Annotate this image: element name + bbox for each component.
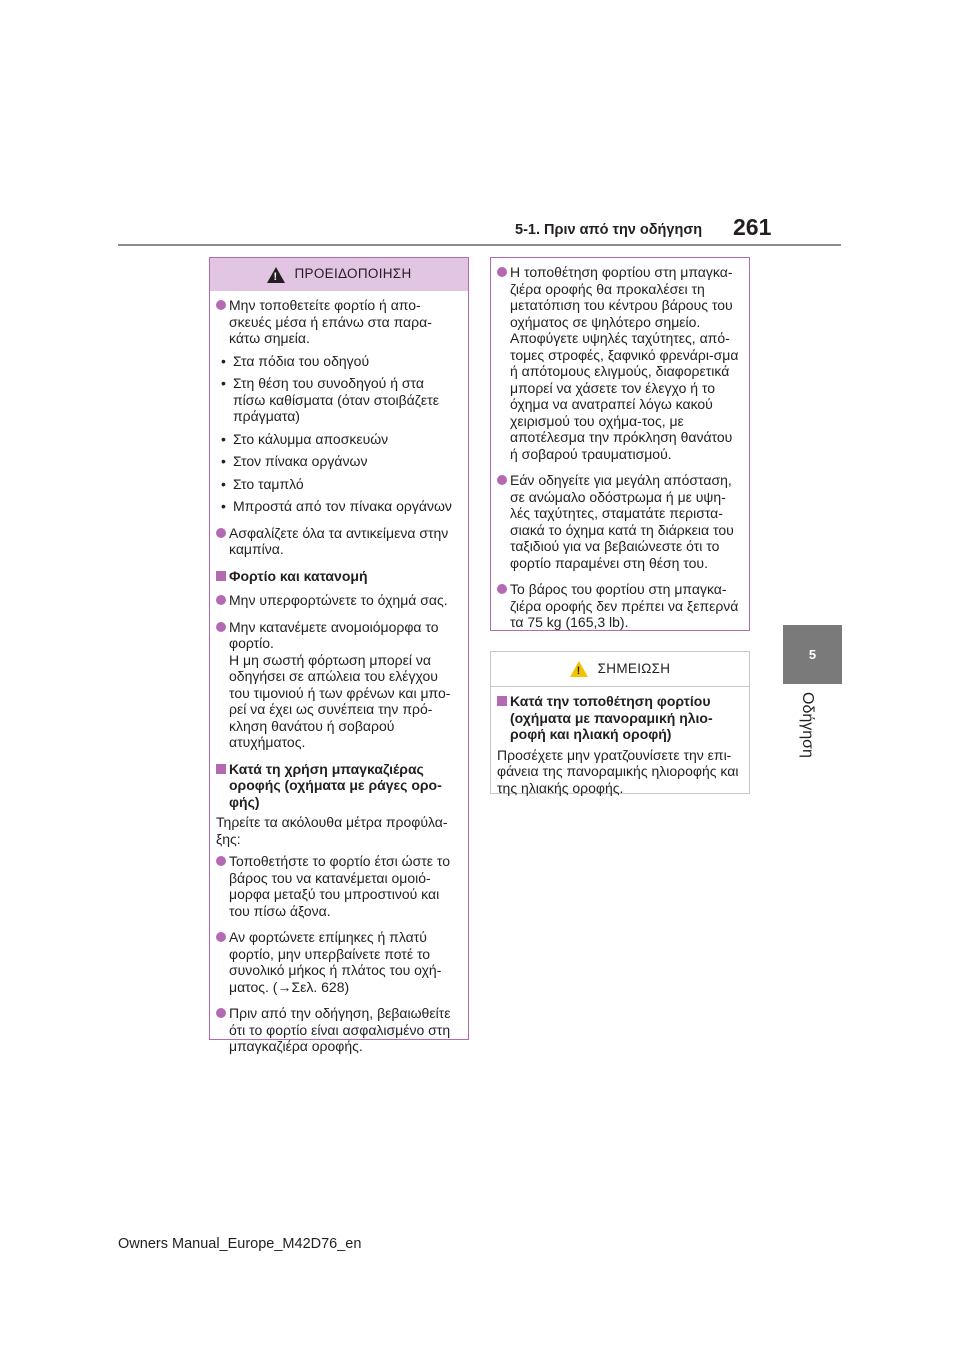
chapter-label: Οδήγηση [799, 692, 816, 758]
bullet-dot-icon [216, 622, 226, 632]
warning-triangle-icon [267, 267, 285, 283]
square-marker-icon [497, 696, 507, 706]
subheading: Κατά τη χρήση μπαγκαζιέρας οροφής (οχήματα με ράγες ορο-φής) [216, 761, 460, 811]
warning-box-left [209, 257, 469, 1054]
bullet-item: Το βάρος του φορτίου στη μπαγκα-ζιέρα οροφής δεν πρέπει να ξεπερνά τα 75 kg (165,3 lb). [497, 581, 741, 631]
square-marker-icon [216, 764, 226, 774]
bullet-item: Αν φορτώνετε επίμηκες ή πλατύ φορτίο, μην υπερβαίνετε ποτέ το συνολικό μήκος ή πλάτος του οχή-ματος. (→Σελ. 628) [216, 929, 460, 995]
bullet-dot-icon [216, 932, 226, 942]
note-text: Προσέχετε μην γρατζουνίσετε την επι-φάνεια της πανοραμικής ηλιοροφής και της ηλιακής οροφής. [497, 746, 739, 796]
sub-item: • Στον πίνακα οργάνων [221, 453, 368, 469]
warning-header [210, 258, 468, 291]
chapter-tab [783, 625, 842, 684]
paragraph: Τηρείτε τα ακόλουθα μέτρα προφύλα-ξης: [216, 814, 448, 847]
bullet-item: Τοποθετήστε το φορτίο έτσι ώστε το βάρος του να κατανέμεται ομοιό-μορφα μεταξύ του μπροστινού και του πίσω άξονα. [216, 853, 460, 919]
section-title: 5-1. Πριν από την οδήγηση [515, 222, 703, 238]
bullet-dot-icon [497, 267, 507, 277]
bullet-item: Μην υπερφορτώνετε το όχημά σας. [216, 592, 460, 609]
bullet-item: Μην τοποθετείτε φορτίο ή απο-σκευές μέσα ή επάνω στα παρα-κάτω σημεία. [216, 297, 460, 347]
sub-item: • Στα πόδια του οδηγού [221, 352, 370, 369]
header-rule [118, 244, 841, 246]
manual-footer: Owners Manual_Europe_M42D76_en [118, 1236, 362, 1252]
warning-box-right [490, 257, 750, 631]
bullet-item: Μην κατανέμετε ανομοιόμορφα το φορτίο. Η μη σωστή φόρτωση μπορεί να οδηγήσει σε απώλεια του ελέγχου του τιμονιού ή των φρένων και μπο-ρεί να έχει ως συνέπεια την πρό-κληση θανάτου ή σοβαρού ατυχήματος. [216, 619, 460, 751]
bullet-dot-icon [216, 1008, 226, 1018]
page-number: 261 [733, 214, 772, 240]
bullet-dot-icon [216, 300, 226, 310]
bullet-item: Πριν από την οδήγηση, βεβαιωθείτε ότι το φορτίο είναι ασφαλισμένο στη μπαγκαζιέρα οροφής. [216, 1005, 460, 1055]
bullet-item: Ασφαλίζετε όλα τα αντικείμενα στην καμπίνα. [216, 525, 460, 558]
bullet-item: Εάν οδηγείτε για μεγάλη απόσταση, σε ανώμαλο οδόστρωμα ή με υψη-λές ταχύτητες, σταματάτε περιστα-σιακά το όχημα κατά τη διάρκεια του ταξιδιού για να βεβαιώνεστε ότι το φορτίο παραμένει στη θέση του. [497, 472, 741, 571]
bullet-dot-icon [497, 475, 507, 485]
chapter-number: 5 [808, 647, 817, 662]
sub-item: • Στο κάλυμμα αποσκευών [221, 430, 389, 447]
note-box [490, 651, 750, 794]
bullet-dot-icon [216, 856, 226, 866]
subheading: Κατά την τοποθέτηση φορτίου (οχήματα με πανοραμική ηλιο-ροφή και ηλιακή οροφή) [497, 693, 741, 743]
sub-item: • Μπροστά από τον πίνακα οργάνων [221, 498, 452, 514]
note-heading: ΣΗΜΕΙΩΣΗ [597, 660, 671, 676]
warning-heading: ΠΡΟΕΙΔΟΠΟΙΗΣΗ [294, 266, 412, 282]
bullet-item: Η τοποθέτηση φορτίου στη μπαγκα-ζιέρα οροφής θα προκαλέσει τη μετατόπιση του κέντρου βάρους του οχήματος σε ψηλότερο σημείο. Αποφύγετε υψηλές ταχύτητες, από-τομες στροφές, ξαφνικό φρενάρι-σμα ή απότομους ελιγμούς, διαφορετικά μπορεί να χάσετε τον έλεγχο ή το όχημα να ανατραπεί λόγω κακού χειρισμού του οχήμα-τος, με αποτέλεσμα την πρόκληση θανάτου ή σοβαρού τραυματισμού. [497, 264, 741, 462]
square-marker-icon [216, 571, 226, 581]
subheading: Φορτίο και κατανομή [216, 568, 460, 585]
note-header [491, 652, 749, 687]
bullet-dot-icon [216, 595, 226, 605]
bullet-dot-icon [216, 528, 226, 538]
caution-triangle-icon [570, 661, 588, 677]
sub-item: • Στο ταμπλό [221, 475, 304, 492]
sub-item: • Στη θέση του συνοδηγού ή στα πίσω καθίσματα (όταν στοιβάζετε πράγματα) [221, 375, 439, 424]
bullet-dot-icon [497, 584, 507, 594]
